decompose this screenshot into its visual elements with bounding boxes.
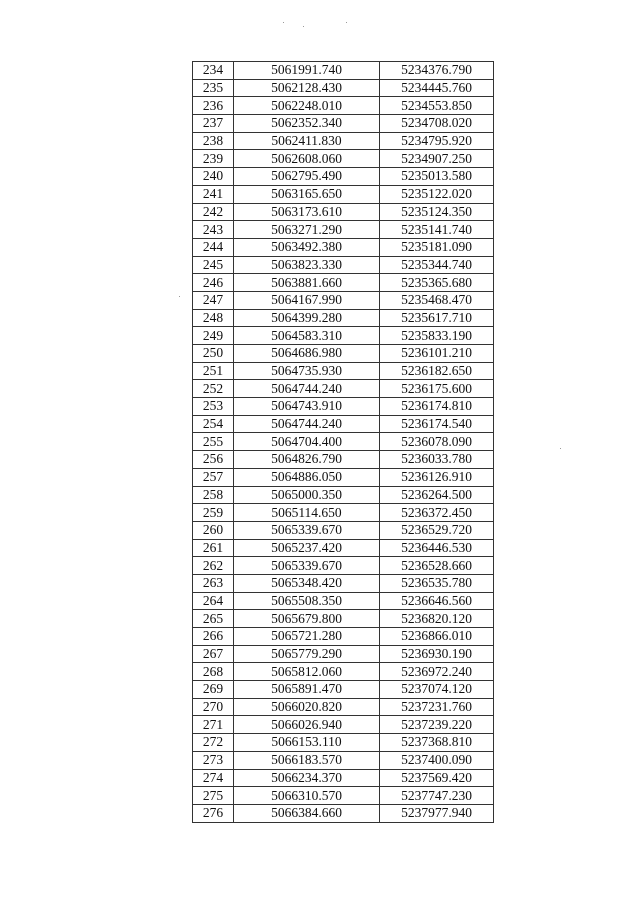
y-coordinate-cell: 5236529.720: [380, 521, 494, 539]
x-coordinate-cell: 5064744.240: [234, 380, 380, 398]
x-coordinate-cell: 5065779.290: [234, 645, 380, 663]
y-coordinate-cell: 5236646.560: [380, 592, 494, 610]
point-number-cell: 235: [193, 79, 234, 97]
y-coordinate-cell: 5235344.740: [380, 256, 494, 274]
y-coordinate-cell: 5235013.580: [380, 168, 494, 186]
point-number-cell: 241: [193, 185, 234, 203]
y-coordinate-cell: 5234708.020: [380, 115, 494, 133]
y-coordinate-cell: 5237239.220: [380, 716, 494, 734]
y-coordinate-cell: 5236126.910: [380, 468, 494, 486]
coordinates-table-body: [193, 62, 494, 823]
point-number-cell: 266: [193, 628, 234, 646]
x-coordinate-cell: 5062248.010: [234, 97, 380, 115]
table-row: [193, 256, 494, 274]
y-coordinate-cell: 5237977.940: [380, 804, 494, 822]
x-coordinate-cell: 5063492.380: [234, 238, 380, 256]
y-coordinate-cell: 5235124.350: [380, 203, 494, 221]
point-number-cell: 238: [193, 132, 234, 150]
y-coordinate-cell: 5236866.010: [380, 628, 494, 646]
table-row: [193, 557, 494, 575]
table-row: [193, 486, 494, 504]
x-coordinate-cell: 5064399.280: [234, 309, 380, 327]
table-row: [193, 681, 494, 699]
table-row: [193, 362, 494, 380]
y-coordinate-cell: 5234445.760: [380, 79, 494, 97]
point-number-cell: 267: [193, 645, 234, 663]
point-number-cell: 251: [193, 362, 234, 380]
point-number-cell: 265: [193, 610, 234, 628]
x-coordinate-cell: 5065339.670: [234, 557, 380, 575]
y-coordinate-cell: 5236930.190: [380, 645, 494, 663]
table-row: [193, 97, 494, 115]
table-row: [193, 238, 494, 256]
point-number-cell: 239: [193, 150, 234, 168]
x-coordinate-cell: 5066183.570: [234, 751, 380, 769]
table-row: [193, 716, 494, 734]
y-coordinate-cell: 5237231.760: [380, 698, 494, 716]
x-coordinate-cell: 5064686.980: [234, 345, 380, 363]
x-coordinate-cell: 5063271.290: [234, 221, 380, 239]
y-coordinate-cell: 5236174.540: [380, 415, 494, 433]
y-coordinate-cell: 5234553.850: [380, 97, 494, 115]
y-coordinate-cell: 5234795.920: [380, 132, 494, 150]
y-coordinate-cell: 5236182.650: [380, 362, 494, 380]
x-coordinate-cell: 5064735.930: [234, 362, 380, 380]
y-coordinate-cell: 5235181.090: [380, 238, 494, 256]
y-coordinate-cell: 5236372.450: [380, 504, 494, 522]
table-row: [193, 221, 494, 239]
y-coordinate-cell: 5236972.240: [380, 663, 494, 681]
point-number-cell: 261: [193, 539, 234, 557]
x-coordinate-cell: 5065339.670: [234, 521, 380, 539]
x-coordinate-cell: 5063165.650: [234, 185, 380, 203]
table-row: [193, 698, 494, 716]
table-row: [193, 645, 494, 663]
x-coordinate-cell: 5066234.370: [234, 769, 380, 787]
x-coordinate-cell: 5065812.060: [234, 663, 380, 681]
table-row: [193, 274, 494, 292]
point-number-cell: 254: [193, 415, 234, 433]
y-coordinate-cell: 5235365.680: [380, 274, 494, 292]
table-row: [193, 769, 494, 787]
scan-speck: [179, 296, 180, 297]
x-coordinate-cell: 5064167.990: [234, 291, 380, 309]
point-number-cell: 275: [193, 787, 234, 805]
point-number-cell: 255: [193, 433, 234, 451]
point-number-cell: 249: [193, 327, 234, 345]
point-number-cell: 258: [193, 486, 234, 504]
x-coordinate-cell: 5063823.330: [234, 256, 380, 274]
table-row: [193, 628, 494, 646]
x-coordinate-cell: 5062128.430: [234, 79, 380, 97]
table-row: [193, 751, 494, 769]
x-coordinate-cell: 5064826.790: [234, 451, 380, 469]
point-number-cell: 276: [193, 804, 234, 822]
x-coordinate-cell: 5062352.340: [234, 115, 380, 133]
point-number-cell: 240: [193, 168, 234, 186]
table-row: [193, 150, 494, 168]
x-coordinate-cell: 5065114.650: [234, 504, 380, 522]
table-row: [193, 185, 494, 203]
scan-speck: [560, 448, 561, 449]
table-row: [193, 79, 494, 97]
y-coordinate-cell: 5236174.810: [380, 398, 494, 416]
table-row: [193, 539, 494, 557]
table-row: [193, 168, 494, 186]
table-row: [193, 804, 494, 822]
point-number-cell: 246: [193, 274, 234, 292]
y-coordinate-cell: 5234907.250: [380, 150, 494, 168]
x-coordinate-cell: 5066020.820: [234, 698, 380, 716]
y-coordinate-cell: 5236175.600: [380, 380, 494, 398]
point-number-cell: 250: [193, 345, 234, 363]
point-number-cell: 260: [193, 521, 234, 539]
x-coordinate-cell: 5064744.240: [234, 415, 380, 433]
table-row: [193, 433, 494, 451]
y-coordinate-cell: 5237400.090: [380, 751, 494, 769]
y-coordinate-cell: 5236078.090: [380, 433, 494, 451]
table-row: [193, 62, 494, 80]
y-coordinate-cell: 5237368.810: [380, 734, 494, 752]
table-row: [193, 734, 494, 752]
y-coordinate-cell: 5236446.530: [380, 539, 494, 557]
table-row: [193, 132, 494, 150]
x-coordinate-cell: 5065237.420: [234, 539, 380, 557]
table-row: [193, 291, 494, 309]
point-number-cell: 253: [193, 398, 234, 416]
x-coordinate-cell: 5066384.660: [234, 804, 380, 822]
table-row: [193, 451, 494, 469]
point-number-cell: 272: [193, 734, 234, 752]
point-number-cell: 263: [193, 574, 234, 592]
point-number-cell: 264: [193, 592, 234, 610]
y-coordinate-cell: 5235617.710: [380, 309, 494, 327]
table-row: [193, 610, 494, 628]
table-row: [193, 787, 494, 805]
y-coordinate-cell: 5236101.210: [380, 345, 494, 363]
x-coordinate-cell: 5062608.060: [234, 150, 380, 168]
y-coordinate-cell: 5236528.660: [380, 557, 494, 575]
point-number-cell: 273: [193, 751, 234, 769]
x-coordinate-cell: 5064583.310: [234, 327, 380, 345]
point-number-cell: 242: [193, 203, 234, 221]
point-number-cell: 268: [193, 663, 234, 681]
x-coordinate-cell: 5062411.830: [234, 132, 380, 150]
x-coordinate-cell: 5065721.280: [234, 628, 380, 646]
point-number-cell: 247: [193, 291, 234, 309]
y-coordinate-cell: 5237074.120: [380, 681, 494, 699]
table-row: [193, 115, 494, 133]
y-coordinate-cell: 5236535.780: [380, 574, 494, 592]
point-number-cell: 244: [193, 238, 234, 256]
table-row: [193, 504, 494, 522]
table-row: [193, 468, 494, 486]
y-coordinate-cell: 5236820.120: [380, 610, 494, 628]
x-coordinate-cell: 5063173.610: [234, 203, 380, 221]
table-row: [193, 415, 494, 433]
point-number-cell: 270: [193, 698, 234, 716]
scan-speck: [303, 26, 304, 27]
x-coordinate-cell: 5065000.350: [234, 486, 380, 504]
point-number-cell: 262: [193, 557, 234, 575]
x-coordinate-cell: 5061991.740: [234, 62, 380, 80]
table-row: [193, 345, 494, 363]
point-number-cell: 274: [193, 769, 234, 787]
point-number-cell: 269: [193, 681, 234, 699]
table-row: [193, 309, 494, 327]
y-coordinate-cell: 5235122.020: [380, 185, 494, 203]
point-number-cell: 257: [193, 468, 234, 486]
x-coordinate-cell: 5065348.420: [234, 574, 380, 592]
point-number-cell: 256: [193, 451, 234, 469]
table-row: [193, 398, 494, 416]
table-row: [193, 380, 494, 398]
x-coordinate-cell: 5065891.470: [234, 681, 380, 699]
point-number-cell: 245: [193, 256, 234, 274]
point-number-cell: 271: [193, 716, 234, 734]
x-coordinate-cell: 5066153.110: [234, 734, 380, 752]
point-number-cell: 234: [193, 62, 234, 80]
table-row: [193, 574, 494, 592]
y-coordinate-cell: 5235141.740: [380, 221, 494, 239]
y-coordinate-cell: 5235833.190: [380, 327, 494, 345]
x-coordinate-cell: 5066310.570: [234, 787, 380, 805]
y-coordinate-cell: 5237747.230: [380, 787, 494, 805]
table-row: [193, 663, 494, 681]
coordinates-table: [192, 61, 494, 823]
table-row: [193, 521, 494, 539]
x-coordinate-cell: 5064704.400: [234, 433, 380, 451]
table-row: [193, 592, 494, 610]
x-coordinate-cell: 5064743.910: [234, 398, 380, 416]
point-number-cell: 237: [193, 115, 234, 133]
x-coordinate-cell: 5065679.800: [234, 610, 380, 628]
table-row: [193, 203, 494, 221]
x-coordinate-cell: 5062795.490: [234, 168, 380, 186]
y-coordinate-cell: 5236033.780: [380, 451, 494, 469]
point-number-cell: 248: [193, 309, 234, 327]
y-coordinate-cell: 5236264.500: [380, 486, 494, 504]
point-number-cell: 236: [193, 97, 234, 115]
scan-speck: [283, 22, 284, 23]
y-coordinate-cell: 5234376.790: [380, 62, 494, 80]
x-coordinate-cell: 5064886.050: [234, 468, 380, 486]
x-coordinate-cell: 5065508.350: [234, 592, 380, 610]
x-coordinate-cell: 5066026.940: [234, 716, 380, 734]
point-number-cell: 252: [193, 380, 234, 398]
point-number-cell: 259: [193, 504, 234, 522]
y-coordinate-cell: 5237569.420: [380, 769, 494, 787]
y-coordinate-cell: 5235468.470: [380, 291, 494, 309]
point-number-cell: 243: [193, 221, 234, 239]
scan-speck: [346, 22, 347, 23]
x-coordinate-cell: 5063881.660: [234, 274, 380, 292]
table-row: [193, 327, 494, 345]
